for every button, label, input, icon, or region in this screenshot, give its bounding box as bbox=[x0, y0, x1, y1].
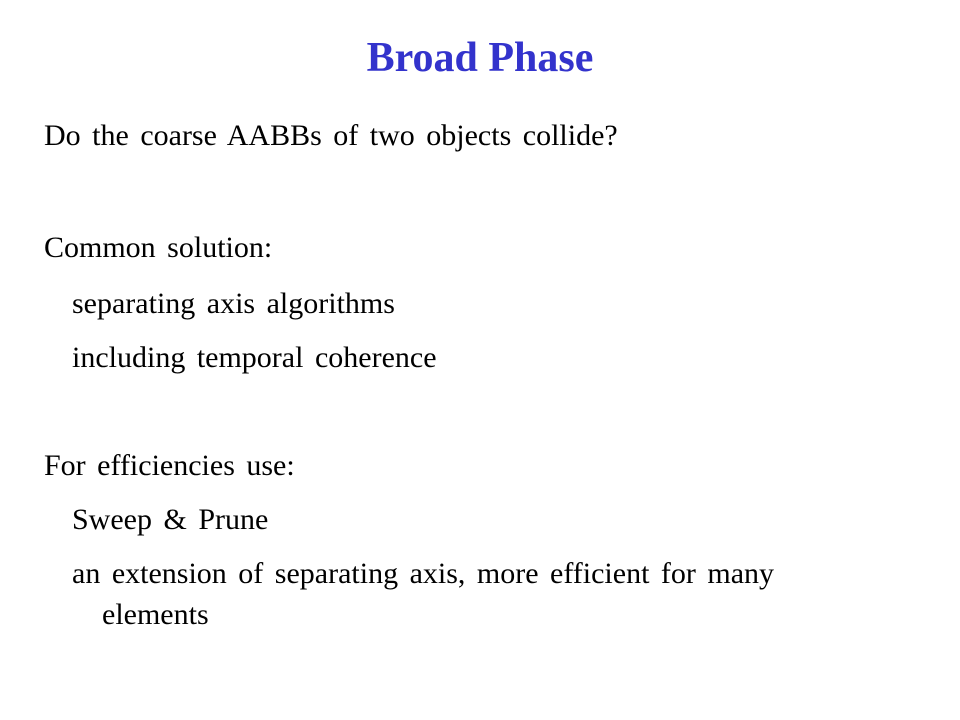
common-solution-item: including temporal coherence bbox=[72, 341, 437, 374]
efficiency-heading: For efficiencies use: bbox=[44, 449, 295, 482]
efficiency-item: an extension of separating axis, more efficient for many bbox=[72, 557, 775, 590]
efficiency-item-continuation: elements bbox=[102, 598, 209, 631]
question-text: Do the coarse AABBs of two objects collide? bbox=[44, 119, 618, 152]
common-solution-heading: Common solution: bbox=[44, 231, 273, 264]
efficiency-item: Sweep & Prune bbox=[72, 503, 269, 536]
slide-title: Broad Phase bbox=[366, 35, 594, 81]
common-solution-item: separating axis algorithms bbox=[72, 287, 395, 320]
